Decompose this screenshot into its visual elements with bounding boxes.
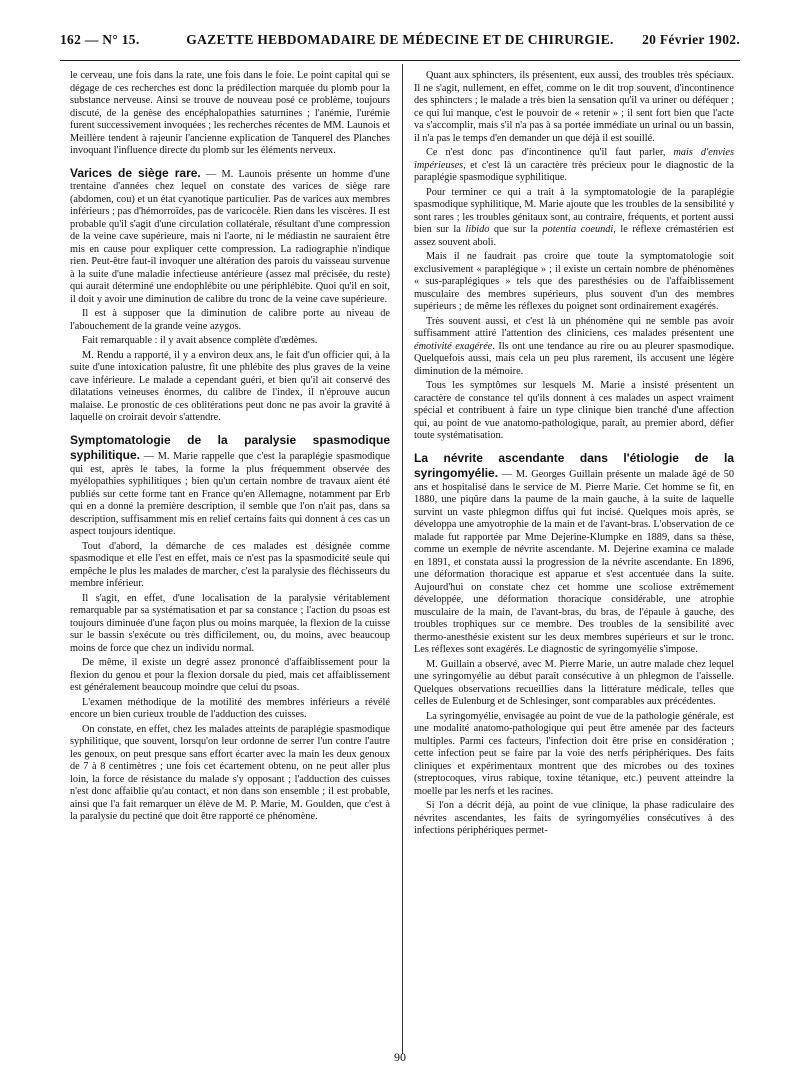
paragraph: On constate, en effet, chez les malades atteints de paraplégie spasmodique syphilitique, que souvent, lorsqu'on leur ordonne de serrer l'un contre l'autre les genoux, on peut presque sans effort écarter avec la main les deux genoux de 7 à 8 centimètres ; une fois cet écartement obtenu, on ne peut aller plus loin, la force de résistance du malade s'y opposant ; l'adduction des cuisses n'est donc affaiblie qu'au contact, et non dans son ensemble ; il est probable, ainsi que l'a fait remarquer un élève de M. P. Marie, M. Goulden, que c'est à la paralysie du pectiné que doit être rapporté ce phénomène. [70,723,390,822]
right-column [414,70,734,1050]
left-column [70,70,390,1050]
paragraph: le cerveau, une fois dans la rate, une fois dans le foie. Le point capital qui se dégage de ces recherches est donc la prédilection marquée du plomb pour la substance nerveuse. Ainsi se trouve de nouveau posé ce problème, toujours discuté, de la genèse des encéphalopathies saturnines ; l'anémie, l'urémie furent successivement invoquées ; les recherches récentes de MM. Launois et Meillère tendent à rajeunir l'ancienne explication de Tanquerel des Planches invoquant l'influence directe du plomb sur les éléments nerveux. [70,70,390,156]
paragraph: La syringomyélie, envisagée au point de vue de la pathologie générale, est une modalité anatomo-pathologique qui peut être amenée par des facteurs multiples. Parmi ces facteurs, l'infection doit être prise en considération ; cette infection peut se faire par la voie des nerfs périphériques. Des faits cliniques et expérimentaux montrent que des microbes ou des toxines (streptocoques, virus rabique, toxine tétanique, etc.) peuvent atteindre la moelle par les nerfs et les racines. [414,710,734,797]
text-run: . Ils ont une tendance au rire ou au pleurer spasmodique. Quelquefois aussi, mais cela un peu plus rarement, ils accusent une légère diminution de la mémoire. [414,340,734,377]
paragraph: — M. Marie rappelle que c'est la paraplégie spasmodique qui est, après le tabes, la forme la plus fréquemment observée des myélopathies syphilitiques ; bien qu'un certain nombre de travaux aient été publiés sur cette forme tant en France qu'en Allemagne, notamment par Erb qui en a donné la première description, il semble que l'on n'ait pas, dans sa description, suffisamment mis en relief certains faits qui donnent à ces cas un aspect toujours identique. [70,451,390,537]
paragraph: Il s'agit, en effet, d'une localisation de la paralysie véritablement remarquable par sa systématisation et par sa constance ; l'action du psoas est toujours diminuée d'une façon plus ou moins marquée, la flexion de la cuisse sur le bassin s'exécute ou très difficilement, ou, du moins, avec beaucoup moins de force que chez un individu normal. [70,592,390,654]
issue-date: 20 Février 1902. [642,32,740,47]
emphasis: mais d'envies impérieuses [414,147,734,171]
paragraph: Tous les symptômes sur lesquels M. Marie a insisté présentent un caractère de constance tel qu'ils donnent à ces malades un aspect vraiment spécial et contribuent à faire un type clinique bien tranché d'une affection qui, au point de vue anatomo-pathologique, paraît, au premier abord, défier toute systématisation. [414,380,734,441]
running-header [60,32,740,54]
paragraph: M. Guillain a observé, avec M. Pierre Marie, un autre malade chez lequel une syringomyélie au début paraît consécutive à un phlegmon de l'aisselle. Quelques observations recueillies dans la littérature médicale, telles que celles de Eulenburg et de Schlesinger, sont comparables aux précédentes. [414,658,734,707]
text-run: , le réflexe crémastérien est assez souvent aboli. [414,224,734,248]
section-varices [70,166,390,307]
column-divider [402,64,403,1054]
page-number-issue: 162 — N° 15. [60,32,140,47]
paragraph: Si l'on a décrit déjà, au point de vue clinique, la phase radiculaire des névrites ascendantes, les faits de syringomyélies consécutives à des infections périphériques permet- [414,800,734,836]
text-run: que sur la [489,224,543,235]
paragraph: — M. Georges Guillain présente un malade âgé de 50 ans et hospitalisé dans le service de M. Pierre Marie. Cet homme se fit, en 1880, une piqûre dans la paume de la main gauche, à la suite de laquelle survint un vaste phlegmon diffus qui fut incisé. Quelques mois après, se développa une amyotrophie de la main et de l'avant-bras. L'observation de ce malade fut rapportée par Mme Dejerine-Klumpke en 1889, dans sa thèse, comme un exemple de névrite ascendante. M. Dejerine examina ce malade en 1891, et constata aussi la progression de la névrite ascendante. En 1896, une déformation thoracique est apparue et s'est accentuée dans la suite. Aujourd'hui on constate chez cet homme une scoliose extrêmement développée, une déformation thoracique considérable, une atrophie musculaire de la main, de l'avant-bras, du bras, de l'épaule à gauche, des troubles trophiques sur ce membre. Des troubles de la sensibilité avec thermo-anesthésie existent sur les deux membres supérieurs et sur le tronc. Les réflexes sont exagérés. Le diagnostic de syringomyélie s'impose. [414,469,734,655]
paragraph [414,316,734,379]
section-paralysie [70,433,390,539]
paragraph: Quant aux sphincters, ils présentent, eux aussi, des troubles très spéciaux. Il ne s'agit, nullement, en effet, comme on le dit trop souvent, d'incontinence des sphincters ; le malade a très bien la sensation qu'il va uriner ou déféquer ; ce qui lui manque, c'est le pouvoir de « retenir » ; il sent fort bien que l'acte va s'accomplir, mais s'il n'a pas à sa portée immédiate un urinal ou un bassin, il n'a pas le temps d'en demander un que déjà il est souillé. [414,70,734,144]
emphasis: émotivité exagérée [414,340,493,352]
paragraph: M. Rendu a rapporté, il y a environ deux ans, le fait d'un officier qui, à la suite d'une intoxication palustre, fit une phlébite des plus graves de la veine cave inférieure. Le malade a cependant guéri, et bien qu'il ait conservé des dilatations veineuses énormes, du calibre de l'index, il n'éprouve aucun malaise. Le pronostic de ces oblitérations peut donc ne pas avoir la gravité à laquelle on croirait devoir s'attendre. [70,349,390,423]
header-rule [60,60,740,61]
folio-number: 90 [394,1050,406,1064]
text-run: Pour terminer ce qui a trait à la symptomatologie de la paraplégie spasmodique syphilitique, M. Marie ajoute que les troubles de la sensibilité y sont rares ; les troubles génitaux sont, au contraire, fréquents, et portent aussi bien sur la [414,186,734,235]
paragraph: Tout d'abord, la démarche de ces malades est désignée comme spasmodique et elle l'est en effet, mais ce n'est pas la spasmodicité seule qui empêche le plus les malades de marcher, c'est la paralysie des fléchisseurs du membre inférieur. [70,540,390,589]
paragraph [414,187,734,250]
text-run: , et c'est là un caractère très précieux pour le diagnostic de la paraplégie spasmodique syphilitique. [414,159,734,183]
paragraph: Il est à supposer que la diminution de calibre porte au niveau de l'abouchement de la grande veine azygos. [70,308,390,332]
text-run: Ce n'est donc pas d'incontinence qu'il faut parler, [426,147,674,158]
section-title: La névrite ascendante dans l'étiologie de la syringomyélie. [414,450,734,480]
paragraph: Fait remarquable : il y avait absence complète d'œdèmes. [82,335,318,346]
emphasis: libido [465,224,490,235]
section-nevrite [414,451,734,657]
section-title: Varices de siège rare. [70,165,201,180]
paragraph: De même, il existe un degré assez prononcé d'affaiblissement pour la flexion du genou et pour la flexion dorsale du pied, mais cet affaiblissement est généralement beaucoup moindre que celui du psoas. [70,657,390,693]
emphasis: potentia coeundi [542,224,614,235]
section-title: Symptomatologie de la paralysie spasmodique syphilitique. [70,432,390,462]
paragraph: — M. Launois présente un homme d'une trentaine d'années chez lequel on constate des varices de siège rare (abdomen, cou) et un état cyanotique particulier. Pas de varices aux membres inférieurs ; pas d'hémorroïdes, pas de varicocèle. Rien dans les viscères. Il est probable qu'il s'agit d'une circulation collatérale, résultant d'une compression de la veine cave supérieure, mais ni l'aorte, ni le médiastin ne sauraient être mis en cause pour expliquer cette compression. La radiographie n'indique rien. Peut-être faut-il invoquer une altération des parois du vaisseau survenue à la suite d'une maladie infectieuse antérieure (assez mal précisée, du reste) qui aurait déterminé une endophlébite ou une périphlébite. Quoi qu'il en soit, il doit y avoir une diminution de calibre du tronc de la veine cave supérieure. [70,168,390,305]
text-run: Très souvent aussi, et c'est là un phénomène qui ne semble pas avoir suffisamment attiré l'attention des cliniciens, ces malades présentent une [414,315,734,339]
paragraph [414,147,734,185]
journal-title: GAZETTE HEBDOMADAIRE DE MÉDECINE ET DE CHIRURGIE. [186,32,614,47]
paragraph: L'examen méthodique de la motilité des membres inférieurs a révélé encore un bien curieux trouble de l'adduction des cuisses. [70,696,390,720]
paragraph: Mais il ne faudrait pas croire que toute la symptomatologie soit exclusivement « paraplégique » ; il existe un certain nombre de phénomènes « sus-paraplégiques » tels que des paresthésies ou de l'affaiblissement musculaire des membres supérieurs, plus souvent d'un des membres supérieurs ; de même les réflexes du poignet sont ordinairement exagérés. [414,251,734,312]
